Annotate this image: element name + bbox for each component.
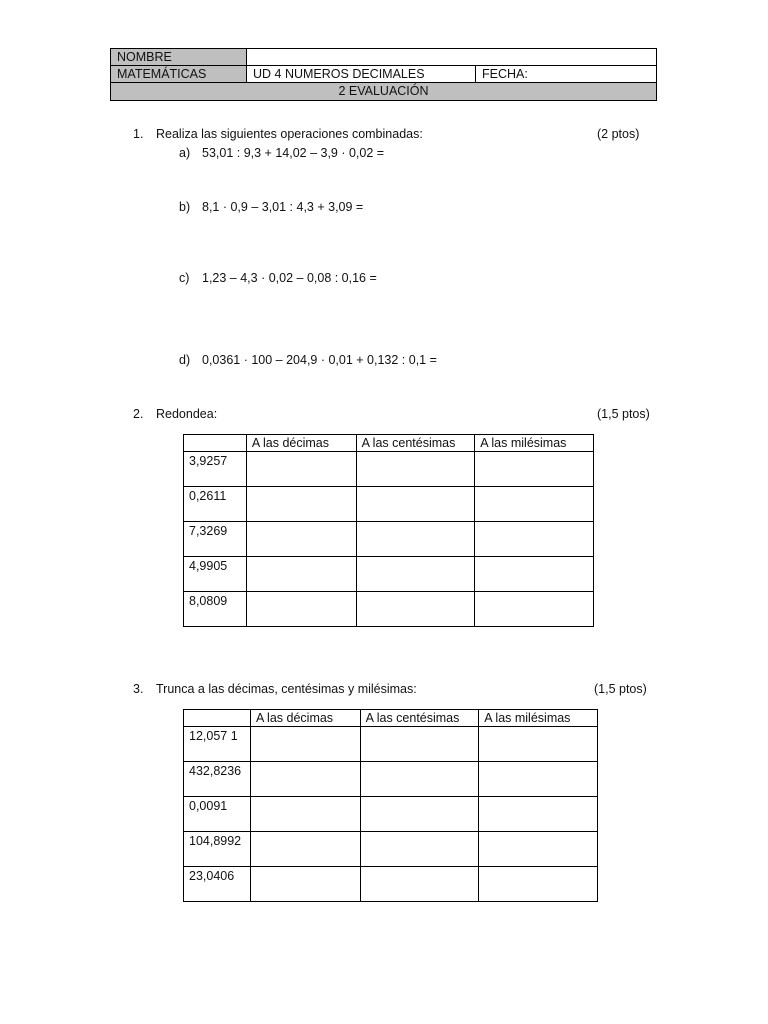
q1-item-expr: 0,0361 · 100 – 204,9 · 0,01 + 0,132 : 0,1 = <box>202 353 437 367</box>
q1-item-expr: 8,1 · 0,9 – 3,01 : 4,3 + 3,09 = <box>202 200 364 214</box>
q1-item-expr: 53,01 : 9,3 + 14,02 – 3,9 · 0,02 = <box>202 146 385 160</box>
table-row <box>184 592 594 627</box>
q2-points: (1,5 ptos) <box>597 407 650 421</box>
q2-rounding-table <box>183 434 594 627</box>
header-row-name <box>111 49 656 66</box>
q1-item-letter: b) <box>179 200 191 214</box>
column-header <box>184 435 247 452</box>
column-header: A las milésimas <box>475 435 594 452</box>
q1-item-letter: c) <box>179 271 190 285</box>
column-header: A las décimas <box>246 435 356 452</box>
fecha-field[interactable]: FECHA: <box>482 67 528 81</box>
q2-number: 2. <box>133 407 144 421</box>
table-row <box>184 727 598 762</box>
table-row <box>184 522 594 557</box>
answer-cell[interactable] <box>250 832 360 867</box>
answer-cell[interactable] <box>356 487 475 522</box>
row-number: 12,057 1 <box>184 727 251 762</box>
column-header <box>184 710 251 727</box>
column-header: A las centésimas <box>360 710 479 727</box>
answer-cell[interactable] <box>475 557 594 592</box>
answer-cell[interactable] <box>479 727 598 762</box>
q3-points: (1,5 ptos) <box>594 682 647 696</box>
answer-cell[interactable] <box>479 832 598 867</box>
q1-points: (2 ptos) <box>597 127 640 141</box>
column-header: A las milésimas <box>479 710 598 727</box>
answer-cell[interactable] <box>475 522 594 557</box>
answer-cell[interactable] <box>250 727 360 762</box>
answer-cell[interactable] <box>356 557 475 592</box>
answer-cell[interactable] <box>250 867 360 902</box>
row-number: 8,0809 <box>184 592 247 627</box>
row-number: 104,8992 <box>184 832 251 867</box>
column-header: A las décimas <box>250 710 360 727</box>
answer-cell[interactable] <box>246 522 356 557</box>
answer-cell[interactable] <box>356 452 475 487</box>
answer-cell[interactable] <box>356 522 475 557</box>
table-row <box>184 557 594 592</box>
table-row <box>184 452 594 487</box>
row-number: 0,2611 <box>184 487 247 522</box>
answer-cell[interactable] <box>479 797 598 832</box>
answer-cell[interactable] <box>360 832 479 867</box>
answer-cell[interactable] <box>250 762 360 797</box>
q1-item-letter: d) <box>179 353 191 367</box>
answer-cell[interactable] <box>475 592 594 627</box>
row-number: 7,3269 <box>184 522 247 557</box>
row-number: 0,0091 <box>184 797 251 832</box>
column-header: A las centésimas <box>356 435 475 452</box>
answer-cell[interactable] <box>246 452 356 487</box>
answer-cell[interactable] <box>475 452 594 487</box>
q3-number: 3. <box>133 682 144 696</box>
answer-cell[interactable] <box>360 762 479 797</box>
table-header-row <box>184 710 598 727</box>
nombre-label: NOMBRE <box>111 49 247 65</box>
q1-text: Realiza las siguientes operaciones combinadas: <box>156 127 423 141</box>
answer-cell[interactable] <box>246 592 356 627</box>
table-row <box>184 487 594 522</box>
row-number: 432,8236 <box>184 762 251 797</box>
answer-cell[interactable] <box>475 487 594 522</box>
answer-cell[interactable] <box>250 797 360 832</box>
q3-truncation-table <box>183 709 598 902</box>
answer-cell[interactable] <box>360 797 479 832</box>
header-table <box>110 48 657 101</box>
row-number: 3,9257 <box>184 452 247 487</box>
table-row <box>184 797 598 832</box>
table-row <box>184 867 598 902</box>
evaluation-label: 2 EVALUACIÓN <box>338 84 429 98</box>
q1-item-letter: a) <box>179 146 191 160</box>
answer-cell[interactable] <box>246 557 356 592</box>
row-number: 4,9905 <box>184 557 247 592</box>
header-row-subject <box>111 66 656 83</box>
answer-cell[interactable] <box>479 867 598 902</box>
answer-cell[interactable] <box>356 592 475 627</box>
q1-item-expr: 1,23 – 4,3 · 0,02 – 0,08 : 0,16 = <box>202 271 377 285</box>
row-number: 23,0406 <box>184 867 251 902</box>
table-row <box>184 832 598 867</box>
q3-text: Trunca a las décimas, centésimas y milésimas: <box>156 682 417 696</box>
q2-text: Redondea: <box>156 407 218 421</box>
answer-cell[interactable] <box>246 487 356 522</box>
unit-label: UD 4 NUMEROS DECIMALES <box>247 66 476 82</box>
table-header-row <box>184 435 594 452</box>
table-row <box>184 762 598 797</box>
header-row-evaluation <box>111 83 656 100</box>
q1-number: 1. <box>133 127 144 141</box>
answer-cell[interactable] <box>360 727 479 762</box>
subject-label: MATEMÁTICAS <box>111 66 247 82</box>
nombre-field[interactable] <box>247 49 656 65</box>
answer-cell[interactable] <box>360 867 479 902</box>
answer-cell[interactable] <box>479 762 598 797</box>
